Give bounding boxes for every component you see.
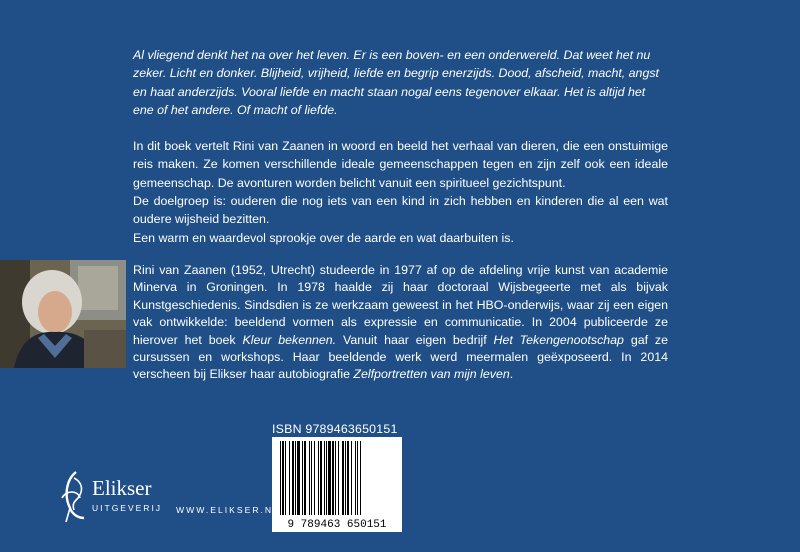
isbn-label: ISBN 9789463650151 [272, 422, 398, 436]
barcode-bar [285, 441, 286, 515]
barcode-bar [282, 441, 284, 515]
barcode-bar [335, 441, 336, 515]
barcode-bar [324, 441, 325, 515]
book-title-zelfportretten: Zelfportretten van mijn leven [353, 367, 510, 382]
barcode-bar [351, 441, 352, 515]
publisher-name: Elikser [92, 476, 152, 500]
barcode-bar [345, 441, 346, 515]
description-paragraph-2: De doelgroep is: ouderen die nog iets van een kind in zich hebben en kinderen die al een wat oudere wijsheid bezitten. [133, 194, 668, 227]
barcode-bar [314, 441, 315, 515]
barcode-bar [318, 441, 319, 515]
company-name: Het Tekengenootschap [493, 332, 624, 347]
barcode-bar [302, 441, 303, 515]
barcode-bar [342, 441, 344, 515]
barcode-bar [309, 441, 310, 515]
author-photo [0, 260, 126, 368]
barcode-bar [326, 441, 327, 515]
bio-text-1: Rini van Zaanen (1952, Utrecht) studeerde in 1977 af op de afdeling vrije kunst van academie Minerva in Groningen. In 1978 haalde zij haar doctoraal Wijsbegeerte met als bijvak Kunstgeschiedenis. Sindsdien is ze werkzaam geweest in het HBO-onderwijs, waar zij een eigen vak ontwikkelde: beeldend vormen als expressie en communicatie. In 2004 publiceerde ze hierover het boek [133, 263, 668, 347]
barcode-bar [338, 441, 339, 515]
intro-quote: Al vliegend denkt het na over het leven. Er is een boven- en een onderwereld. Dat weet het nu zeker. Licht en donker. Blijheid, vrijheid, liefde en begrip enerzijds. Dood, afscheid, macht, angst en haat anderzijds. Vooral liefde en macht staan nogal eens tegenover elkaar. Het is altijd het ene of het andere. Of macht of liefde. [133, 48, 659, 117]
book-description [133, 137, 668, 247]
description-paragraph-3: Een warm en waardevol sprookje over de aarde en wat daarbuiten is. [133, 230, 514, 245]
bio-text-3: gaf ze cursussen en workshops. Haar beeldende werk werd meermalen geëxposeerd. In 2014 verscheen bij Elikser haar autobiografie [133, 332, 668, 382]
book-title-kleur-bekennen: Kleur bekennen. [242, 332, 337, 347]
bio-text-4: . [509, 367, 514, 382]
barcode-bar [357, 441, 358, 515]
barcode-bar [295, 441, 296, 515]
barcode-bar [297, 441, 300, 515]
back-cover-blurb [133, 46, 668, 247]
description-paragraph-1: In dit boek vertelt Rini van Zaanen in woord en beeld het verhaal van dieren, die een onstuimige reis maken. Ze komen verschillende ideale gemeenschappen tegen en zijn zelf ook een ideale gemeenschap. De avonturen worden belicht vanuit een spiritueel gezichtspunt. [133, 139, 668, 190]
bio-text-2: Vanuit haar eigen bedrijf [336, 332, 494, 347]
barcode-bar [292, 441, 294, 515]
barcode-bar [332, 441, 334, 515]
barcode-digits: 9 789463 650151 [287, 519, 387, 531]
elikser-quill-logo-icon [56, 468, 92, 524]
barcode-bar [304, 441, 306, 515]
barcode-bar [320, 441, 322, 515]
barcode-bar [347, 441, 349, 515]
barcode-bar [360, 441, 361, 515]
author-bio [133, 262, 668, 384]
publisher-website[interactable]: WWW.ELIKSER.NL [176, 505, 280, 515]
barcode-bar [311, 441, 312, 515]
barcode-bar [328, 441, 331, 515]
publisher-subtitle: UITGEVERIJ [92, 503, 163, 513]
barcode-bar [280, 441, 281, 515]
isbn-barcode [272, 437, 402, 532]
barcode-bar [355, 441, 356, 515]
barcode-bar [289, 441, 290, 515]
